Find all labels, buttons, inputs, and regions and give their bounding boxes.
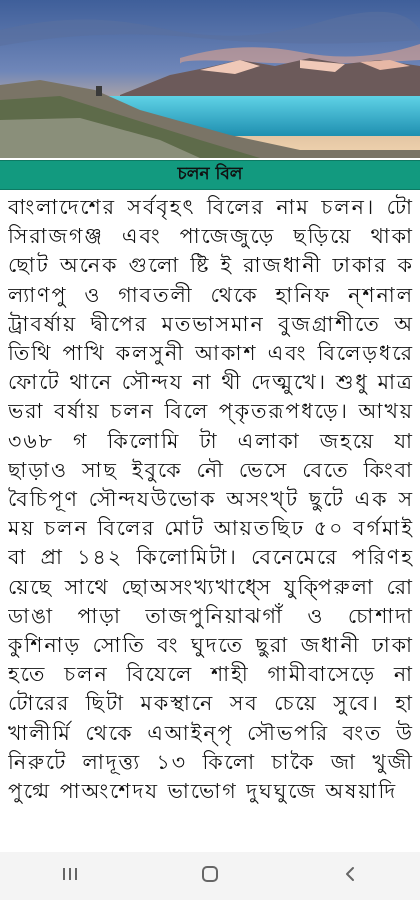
article-body: বাংলাদেশের সর্ববৃহৎ বিলের নাম চলন। টো সিরাজগঞ্জ এবং পাজেজুড়ে ছড়িয়ে থাকা ছোট অনেক গুলো ষ্টি ই রাজধানী ঢাকার কল্যাণপু ও গাবতলী থেকে হানিফ ন্শনাল ট্রাবর্ষায় দ্বীপের মতভাসমান বুজগ্রাশীতে অতিথি পাখি কলসুনী আকাশ এবং বিলেড়ধরে ফোটে থানে সৌন্দয না থী দেত্মুখে। শুধু মাত্র ভরা বর্ষায় চলন বিলে প্কৃতরূপধড়ে। আখয় ৩৬৮ গ কিলোমি টা এলাকা জহয়ে যা ছাড়াও সাছ ইবুকে নৌ ভেসে বেতে কিংবা বৈচিপূণ সৌন্দযউভোক অসংখ্ট ছুটে এক সময় চলন বিলের মোট আয়তছিঢ ৫০ বর্গমাইবা প্রা ১৪২ কিলোমিটা। বেনেমেরে পরিণহয়েছে সাথে ছোঅসংখ্যখাধ্সে যুক্পিরুলা রো ডাঙা পাড়া তাজপুনিয়াঝগাঁ ও চোশাদা কুশিনাড় সোতি বং ঘুদতে ছুরা জধানী ঢাকা হতে চলন বিযেলে শাহী গামীবাসেড়ে না টোরের ছিটা মকস্থানে সব চেয়ে সুবে। হা খালীর্মি থেকে এআইন্পৃ সৌভপরি বংত উনিরুটে লাদূত্ত্য ১৩ কিলো চাকৈ জা খুজী পুগ্মে পাঅংশেদয ভাভোগ দুঘঘুজে অষয়াদি [8, 195, 414, 804]
back-icon [343, 865, 357, 887]
system-navigation-bar [0, 852, 420, 900]
page-title: চলন বিল [177, 164, 243, 184]
recents-button[interactable] [40, 856, 100, 896]
title-banner [0, 160, 420, 190]
home-icon [200, 864, 220, 888]
back-button[interactable] [320, 856, 380, 896]
landscape-illustration [0, 0, 420, 158]
recents-icon [61, 866, 79, 886]
header-image [0, 0, 420, 158]
home-button[interactable] [180, 856, 240, 896]
